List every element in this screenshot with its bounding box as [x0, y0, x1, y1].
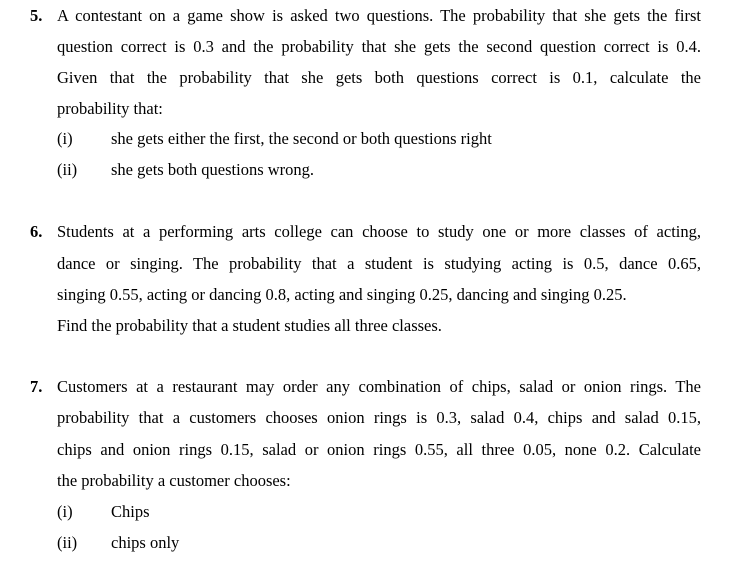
- question-6-line-4: Find the probability that a student studies all three classes.: [57, 316, 442, 335]
- question-7-line-1: Customers at a restaurant may order any combination of chips, salad or onion rings. The: [57, 377, 701, 396]
- question-6-number: 6.: [30, 222, 43, 241]
- question-7-number: 7.: [30, 377, 43, 396]
- question-5-line-1: A contestant on a game show is asked two questions. The probability that she gets the first: [57, 6, 701, 25]
- question-7-part-ii-label: (ii): [57, 533, 78, 552]
- question-6-line-2: dance or singing. The probability that a student is studying acting is 0.5, dance 0.65,: [57, 254, 701, 273]
- question-7-line-4: the probability a customer chooses:: [57, 471, 291, 490]
- question-5-part-i-text: she gets either the first, the second or both questions right: [111, 129, 492, 148]
- question-5-part-i-label: (i): [57, 129, 73, 148]
- question-5-line-2: question correct is 0.3 and the probability that she gets the second question correct is 0.4.: [57, 37, 701, 56]
- question-6-line-1: Students at a performing arts college can choose to study one or more classes of acting,: [57, 222, 701, 241]
- question-5-part-ii-text: she gets both questions wrong.: [111, 160, 315, 179]
- question-5-number: 5.: [30, 6, 43, 25]
- question-7-part-i-label: (i): [57, 502, 73, 521]
- question-5-line-3: Given that the probability that she gets both questions correct is 0.1, calculate the: [57, 68, 701, 87]
- question-7-part-i-text: Chips: [111, 502, 150, 521]
- question-5-part-ii-label: (ii): [57, 160, 78, 179]
- question-7-line-3: chips and onion rings 0.15, salad or onion rings 0.55, all three 0.05, none 0.2. Calculate: [57, 440, 701, 459]
- question-6-line-3: singing 0.55, acting or dancing 0.8, acting and singing 0.25, dancing and singing 0.25.: [57, 285, 627, 304]
- question-7-line-2: probability that a customers chooses onion rings is 0.3, salad 0.4, chips and salad 0.15,: [57, 408, 701, 427]
- question-5-line-4: probability that:: [57, 99, 163, 118]
- question-7-part-ii-text: chips only: [111, 533, 180, 552]
